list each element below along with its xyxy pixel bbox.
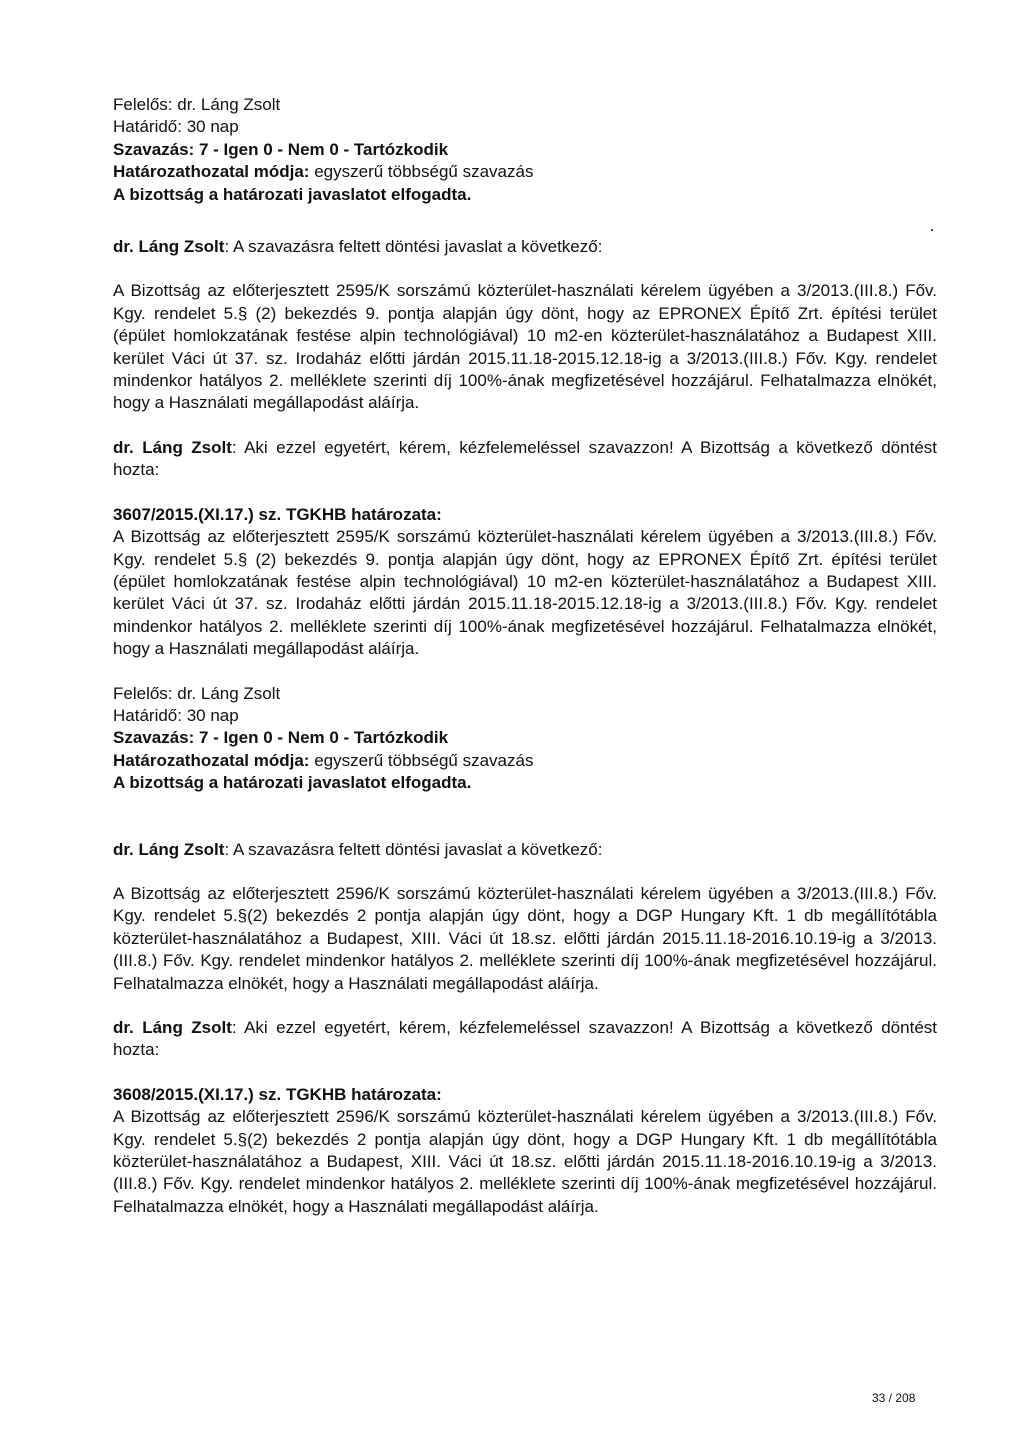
responsible-line: Felelős: dr. Láng Zsolt: [113, 95, 281, 114]
proposal-intro-2: [113, 839, 937, 861]
speaker-name: dr. Láng Zsolt: [113, 1018, 232, 1037]
vote-count-line: Szavazás: 7 - Igen 0 - Nem 0 - Tartózkodik: [113, 728, 449, 748]
proposal-intro-text: : A szavazásra feltett döntési javaslat a következő:: [224, 237, 603, 257]
decision-method-line: [113, 161, 937, 183]
scan-speck: [931, 229, 933, 231]
vote-call-text: : Aki ezzel egyetért, kérem, kézfelemeléssel szavazzon! A Bizottság a következő döntést hozta:: [113, 1018, 937, 1060]
deadline-line: Határidő: 30 nap: [113, 705, 239, 725]
vote-summary-block-1: [113, 94, 937, 206]
document-page: [113, 94, 937, 1218]
decision-method-label: Határozathozatal módja:: [113, 750, 310, 770]
decision-method-value: egyszerű többségű szavazás: [309, 750, 534, 770]
resolution-title: 3608/2015.(XI.17.) sz. TGKHB határozata:: [113, 1084, 442, 1104]
vote-call-2: [113, 1017, 937, 1062]
proposal-intro-text: : A szavazásra feltett döntési javaslat a következő:: [224, 839, 603, 859]
page-number: 33 / 208: [872, 1391, 916, 1405]
resolution-text: A Bizottság az előterjesztett 2596/K sorszámú közterület-használati kérelem ügyében a 3/2013.(III.8.) Főv. Kgy. rendelet 5.§(2) bekezdés 2 pontja alapján úgy dönt, hogy a DGP Hungary Kft. 1 db megállítótábla közterület-használatához a Budapest, XIII. Váci út 18.sz. előtti járdán 2015.11.18-2016.10.19-ig a 3/2013.(III.8.) Főv. Kgy. rendelet mindenkor hatályos 2. melléklete szerinti díj 100%-ának megfizetésével hozzájárul. Felhatalmazza elnökét, hogy a Használati megállapodást aláírja.: [113, 1107, 937, 1216]
resolution-text: A Bizottság az előterjesztett 2595/K sorszámú közterület-használati kérelem ügyében a 3/2013.(III.8.) Főv. Kgy. rendelet 5.§ (2) bekezdés 9. pontja alapján úgy dönt, hogy az EPRONEX Építő Zrt. építési terület (épület homlokzatának festése alpin technológiával) 10 m2-en közterület-használatához a Budapest XIII. kerület Váci út 37. sz. Irodaház előtti járdán 2015.11.18-2015.12.18-ig a 3/2013.(III.8.) Főv. Kgy. rendelet mindenkor hatályos 2. melléklete szerinti díj 100%-ának megfizetésével hozzájárul. Felhatalmazza elnökét, hogy a Használati megállapodást aláírja.: [113, 527, 937, 659]
proposal-paragraph-2: A Bizottság az előterjesztett 2596/K sorszámú közterület-használati kérelem ügyében a 3/2013.(III.8.) Főv. Kgy. rendelet 5.§(2) bekezdés 2 pontja alapján úgy dönt, hogy a DGP Hungary Kft. 1 db megállítótábla közterület-használatához a Budapest, XIII. Váci út 18.sz. előtti járdán 2015.11.18-2016.10.19-ig a 3/2013.(III.8.) Főv. Kgy. rendelet mindenkor hatályos 2. melléklete szerinti díj 100%-ának megfizetésével hozzájárul. Felhatalmazza elnökét, hogy a Használati megállapodást aláírja.: [113, 883, 937, 993]
resolution-2: [113, 1084, 937, 1218]
proposal-paragraph-1: A Bizottság az előterjesztett 2595/K sorszámú közterület-használati kérelem ügyében a 3/2013.(III.8.) Főv. Kgy. rendelet 5.§ (2) bekezdés 9. pontja alapján úgy dönt, hogy az EPRONEX Építő Zrt. építési terület (épület homlokzatának festése alpin technológiával) 10 m2-en közterület-használatához a Budapest XIII. kerület Váci út 37. sz. Irodaház előtti járdán 2015.11.18-2015.12.18-ig a 3/2013.(III.8.) Főv. Kgy. rendelet mindenkor hatályos 2. melléklete szerinti díj 100%-ának megfizetésével hozzájárul. Felhatalmazza elnökét, hogy a Használati megállapodást aláírja.: [113, 281, 937, 413]
speaker-name: dr. Láng Zsolt: [113, 437, 232, 457]
resolution-title: 3607/2015.(XI.17.) sz. TGKHB határozata:: [113, 504, 442, 524]
adopted-line: A bizottság a határozati javaslatot elfogadta.: [113, 184, 472, 204]
vote-summary-block-2: [113, 683, 937, 795]
decision-method-line: [113, 750, 937, 772]
adopted-line: A bizottság a határozati javaslatot elfogadta.: [113, 773, 472, 793]
vote-call-1: [113, 437, 937, 482]
proposal-intro-1: [113, 236, 937, 258]
vote-count-line: Szavazás: 7 - Igen 0 - Nem 0 - Tartózkodik: [113, 139, 449, 159]
decision-method-label: Határozathozatal módja:: [113, 162, 310, 182]
deadline-line: Határidő: 30 nap: [113, 117, 239, 137]
resolution-1: [113, 504, 937, 661]
responsible-line: Felelős: dr. Láng Zsolt: [113, 683, 281, 703]
vote-call-text: : Aki ezzel egyetért, kérem, kézfelemeléssel szavazzon! A Bizottság a következő döntést hozta:: [113, 437, 937, 480]
speaker-name: dr. Láng Zsolt: [113, 237, 225, 257]
decision-method-value: egyszerű többségű szavazás: [309, 162, 534, 182]
speaker-name: dr. Láng Zsolt: [113, 839, 225, 859]
